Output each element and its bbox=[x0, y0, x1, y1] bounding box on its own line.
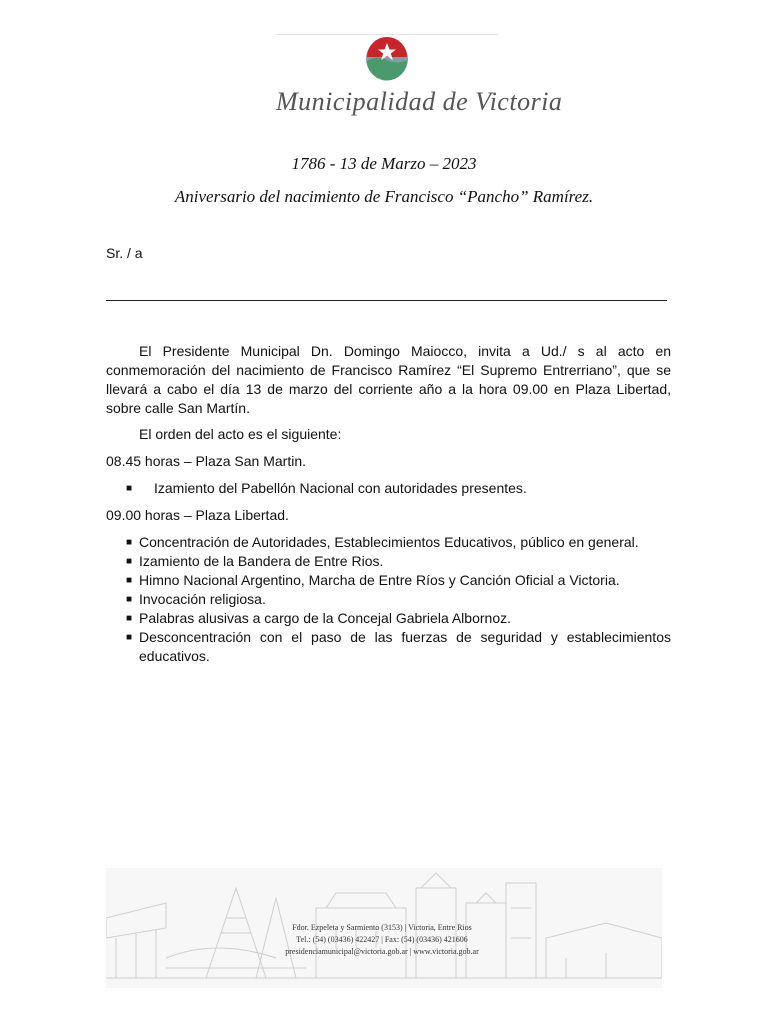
bullet-icon: ■ bbox=[126, 537, 133, 548]
list-item: ■ Concentración de Autoridades, Establecimientos Educativos, público en general. bbox=[126, 534, 639, 550]
schedule-time: 08.45 horas – Plaza San Martin. bbox=[106, 453, 307, 469]
schedule-time: 09.00 horas – Plaza Libertad. bbox=[106, 507, 289, 523]
list-item: ■ Himno Nacional Argentino, Marcha de Entre Ríos y Canción Oficial a Victoria. bbox=[126, 572, 620, 588]
bullet-icon: ■ bbox=[126, 556, 133, 567]
list-item: ■ Desconcentración con el paso de las fuerzas de seguridad y establecimientos educativos. bbox=[126, 629, 671, 664]
list-item: ■ Izamiento de la Bandera de Entre Rios. bbox=[126, 553, 384, 569]
list-item: ■ Invocación religiosa. bbox=[126, 591, 266, 607]
name-blank-line bbox=[106, 300, 667, 301]
footer-phones: Tel.: (54) (03436) 422427 | Fax: (54) (03436) 421606 bbox=[296, 935, 468, 944]
letter-body bbox=[106, 342, 671, 666]
order-heading: El orden del acto es el siguiente: bbox=[139, 426, 342, 442]
bullet-icon: ■ bbox=[126, 575, 133, 586]
letterhead bbox=[276, 34, 563, 125]
footer-address: Fdor. Ezpeleta y Sarmiento (3153) | Victoria, Entre Rios bbox=[292, 923, 472, 932]
salutation: Sr. / a bbox=[106, 245, 143, 261]
institution-name: Municipalidad de Victoria bbox=[276, 87, 563, 116]
bullet-icon: ■ bbox=[126, 483, 133, 494]
list-item: ■ Izamiento del Pabellón Nacional con autoridades presentes. bbox=[126, 480, 527, 496]
footer bbox=[106, 868, 662, 988]
footer-contact: presidenciamunicipal@victoria.gob.ar | www.victoria.gob.ar bbox=[285, 947, 479, 956]
event-title: Aniversario del nacimiento de Francisco “Pancho” Ramírez. bbox=[174, 187, 594, 206]
bullet-icon: ■ bbox=[126, 632, 133, 643]
bullet-list bbox=[106, 533, 671, 666]
intro-paragraph: El Presidente Municipal Dn. Domingo Maiocco, invita a Ud./ s al acto en conmemoración del nacimiento de Francisco Ramírez “El Supremo Entrerriano”, que se llevará a cabo el día 13 de marzo del corriente año a la hora 09.00 en Plaza Libertad, sobre calle San Martín. bbox=[106, 343, 671, 416]
bullet-icon: ■ bbox=[126, 594, 133, 605]
bullet-icon: ■ bbox=[126, 613, 133, 624]
municipal-seal-icon bbox=[364, 35, 410, 83]
list-item: ■ Palabras alusivas a cargo de la Concejal Gabriela Albornoz. bbox=[126, 610, 511, 626]
bullet-list bbox=[106, 479, 671, 498]
date-title: 1786 - 13 de Marzo – 2023 bbox=[291, 154, 477, 173]
